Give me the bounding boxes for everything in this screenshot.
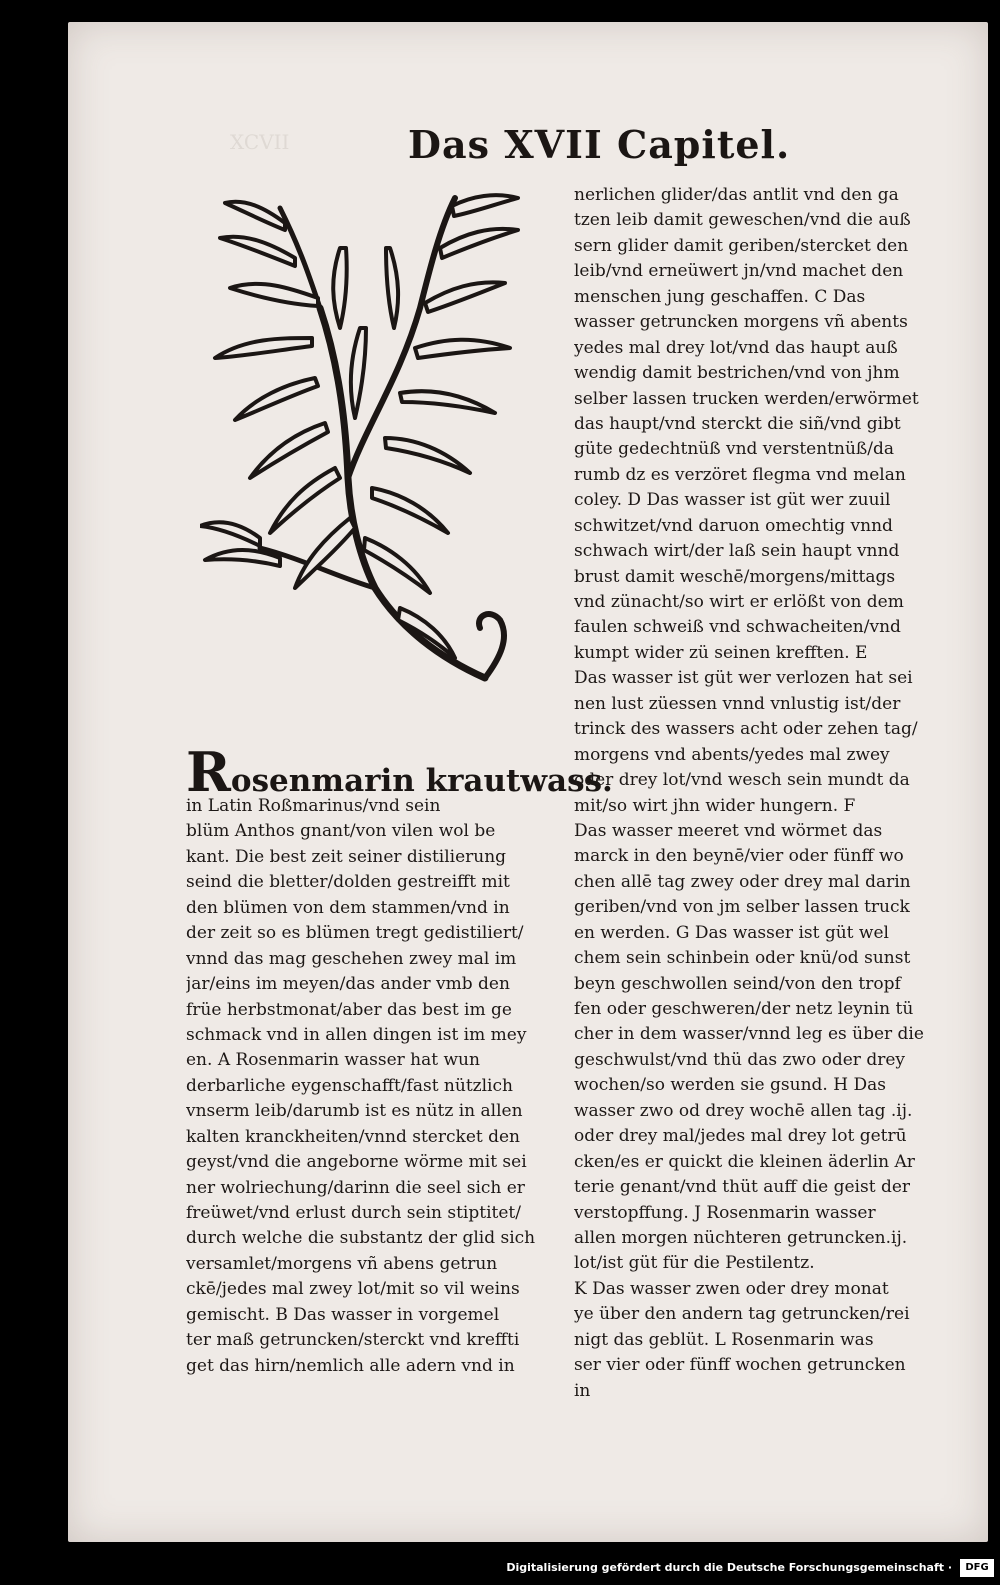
text-line: ner wolriechung/darinn die seel sich er bbox=[186, 1177, 525, 1198]
text-line: in Latin Roßmarinus/vnd sein bbox=[186, 796, 441, 816]
text-line: durch welche die substantz der glid sich bbox=[186, 1228, 536, 1249]
text-line: vnd zünacht/so wirt er erlößt von dem bbox=[574, 592, 904, 612]
text-line: ter maß getruncken/sterckt vnd kreffti bbox=[186, 1330, 520, 1351]
text-line: coley. D Das wasser ist güt wer zuuil bbox=[574, 490, 891, 511]
text-line: chen allē tag zwey oder drey mal darin bbox=[574, 871, 911, 892]
text-line: terie genant/vnd thüt auff die geist der bbox=[574, 1177, 911, 1198]
text-line: sern glider damit geriben/stercket den bbox=[574, 235, 909, 256]
text-line: menschen jung geschaffen. C Das bbox=[574, 286, 866, 307]
text-line: vnserm leib/darumb ist es nütz in allen bbox=[186, 1101, 523, 1122]
text-line: kalten kranckheiten/vnnd stercket den bbox=[186, 1126, 521, 1147]
text-line: trinck des wassers acht oder zehen tag/ bbox=[574, 719, 918, 740]
text-line: leib/vnd erneüwert jn/vnd machet den bbox=[574, 261, 904, 282]
text-line: derbarliche eygenschafft/fast nützlich bbox=[186, 1075, 513, 1096]
text-line: früe herbstmonat/aber das best im ge bbox=[186, 999, 512, 1020]
chapter-heading: Das XVII Capitel. bbox=[408, 122, 791, 167]
text-line: wendig damit bestrichen/vnd von jhm bbox=[574, 363, 900, 384]
text-line: morgens vnd abents/yedes mal zwey bbox=[574, 744, 890, 765]
text-line: geriben/vnd von jm selber lassen truck bbox=[574, 897, 910, 918]
text-line: rumb dz es verzöret flegma vnd melan bbox=[574, 464, 906, 485]
text-line: jar/eins im meyen/das ander vmb den bbox=[186, 974, 510, 995]
text-line: freüwet/vnd erlust durch sein stiptitet/ bbox=[186, 1203, 521, 1223]
text-line: beyn geschwollen seind/von den tropf bbox=[574, 973, 901, 994]
text-line: schwitzet/vnd daruon omechtig vnnd bbox=[574, 515, 893, 536]
text-line: wasser zwo od drey wochē allen tag .ij. bbox=[574, 1100, 913, 1121]
text-line: vnnd das mag geschehen zwey mal im bbox=[186, 948, 517, 969]
text-line: en werden. G Das wasser ist güt wel bbox=[574, 922, 889, 943]
text-line: get das hirn/nemlich alle adern vnd in bbox=[186, 1355, 515, 1376]
text-line: chem sein schinbein oder knü/od sunst bbox=[574, 948, 911, 969]
text-line: güte gedechtnüß vnd verstentnüß/da bbox=[574, 439, 894, 460]
text-line: nerlichen glider/das antlit vnd den ga bbox=[574, 185, 899, 205]
text-line: fen oder geschweren/der netz leynin tü bbox=[574, 999, 914, 1019]
text-line: seind die bletter/dolden gestreifft mit bbox=[186, 872, 510, 893]
text-line: oder drey mal/jedes mal drey lot getrū bbox=[574, 1126, 907, 1147]
text-line: das haupt/vnd sterckt die siñ/vnd gibt bbox=[574, 413, 901, 434]
rosemary-woodcut-illustration bbox=[200, 188, 530, 708]
text-line: der zeit so es blümen tregt gedistiliert/ bbox=[186, 923, 524, 944]
text-line: ye über den andern tag getruncken/rei bbox=[574, 1304, 910, 1325]
text-line: yedes mal drey lot/vnd das haupt auß bbox=[574, 337, 898, 358]
text-line: verstopffung. J Rosenmarin wasser bbox=[574, 1202, 876, 1223]
text-line: gemischt. B Das wasser in vorgemel bbox=[186, 1304, 500, 1325]
section-title-initial: R bbox=[186, 740, 231, 804]
text-line: cken/es er quickt die kleinen äderlin Ar bbox=[574, 1151, 915, 1172]
dfg-logo: DFG bbox=[960, 1559, 994, 1577]
text-line: Das wasser ist güt wer verlozen hat sei bbox=[574, 668, 913, 689]
text-line: faulen schweiß vnd schwacheiten/vnd bbox=[574, 617, 901, 638]
left-text-column bbox=[186, 794, 554, 1379]
text-line: Das wasser meeret vnd wörmet das bbox=[574, 820, 883, 841]
text-line: ser vier oder fünff wochen getruncken bbox=[574, 1355, 906, 1376]
section-title-text: osenmarin krautwass. bbox=[230, 763, 613, 799]
section-title bbox=[186, 740, 613, 804]
text-line: den blümen von dem stammen/vnd in bbox=[186, 897, 510, 918]
text-line: geschwulst/vnd thü das zwo oder drey bbox=[574, 1049, 906, 1070]
text-line: in bbox=[574, 1380, 591, 1401]
text-line: oder drey lot/vnd wesch sein mundt da bbox=[574, 770, 910, 791]
text-line: mit/so wirt jhn wider hungern. F bbox=[574, 795, 856, 816]
text-line: K Das wasser zwen oder drey monat bbox=[574, 1278, 889, 1299]
text-line: selber lassen trucken werden/erwörmet bbox=[574, 388, 919, 409]
text-line: wochen/so werden sie gsund. H Das bbox=[574, 1075, 886, 1096]
text-line: schmack vnd in allen dingen ist im mey bbox=[186, 1024, 527, 1045]
text-line: nigt das geblüt. L Rosenmarin was bbox=[574, 1329, 874, 1350]
text-line: lot/ist güt für die Pestilentz. bbox=[574, 1253, 815, 1274]
text-line: kant. Die best zeit seiner distilierung bbox=[186, 846, 507, 867]
text-line: brust damit weschē/morgens/mittags bbox=[574, 566, 896, 587]
text-line: tzen leib damit geweschen/vnd die auß bbox=[574, 210, 911, 231]
text-line: en. A Rosenmarin wasser hat wun bbox=[186, 1050, 480, 1071]
digitization-credit: Digitalisierung gefördert durch die Deutsche Forschungsgemeinschaft · bbox=[506, 1561, 952, 1574]
right-text-column bbox=[574, 183, 952, 1404]
text-line: versamlet/morgens vñ abens getrun bbox=[186, 1253, 498, 1274]
text-line: ckē/jedes mal zwey lot/mit so vil weins bbox=[186, 1279, 520, 1300]
text-line: kumpt wider zü seinen krefften. E bbox=[574, 642, 868, 663]
text-line: cher in dem wasser/vnnd leg es über die bbox=[574, 1024, 924, 1045]
text-line: schwach wirt/der laß sein haupt vnnd bbox=[574, 541, 900, 562]
text-line: geyst/vnd die angeborne wörme mit sei bbox=[186, 1152, 527, 1173]
text-line: allen morgen nüchteren getruncken.ij. bbox=[574, 1227, 908, 1248]
text-line: marck in den beynē/vier oder fünff wo bbox=[574, 846, 904, 867]
text-line: wasser getruncken morgens vñ abents bbox=[574, 312, 908, 333]
text-line: blüm Anthos gnant/von vilen wol be bbox=[186, 821, 496, 842]
text-line: nen lust züessen vnnd vnlustig ist/der bbox=[574, 693, 901, 714]
